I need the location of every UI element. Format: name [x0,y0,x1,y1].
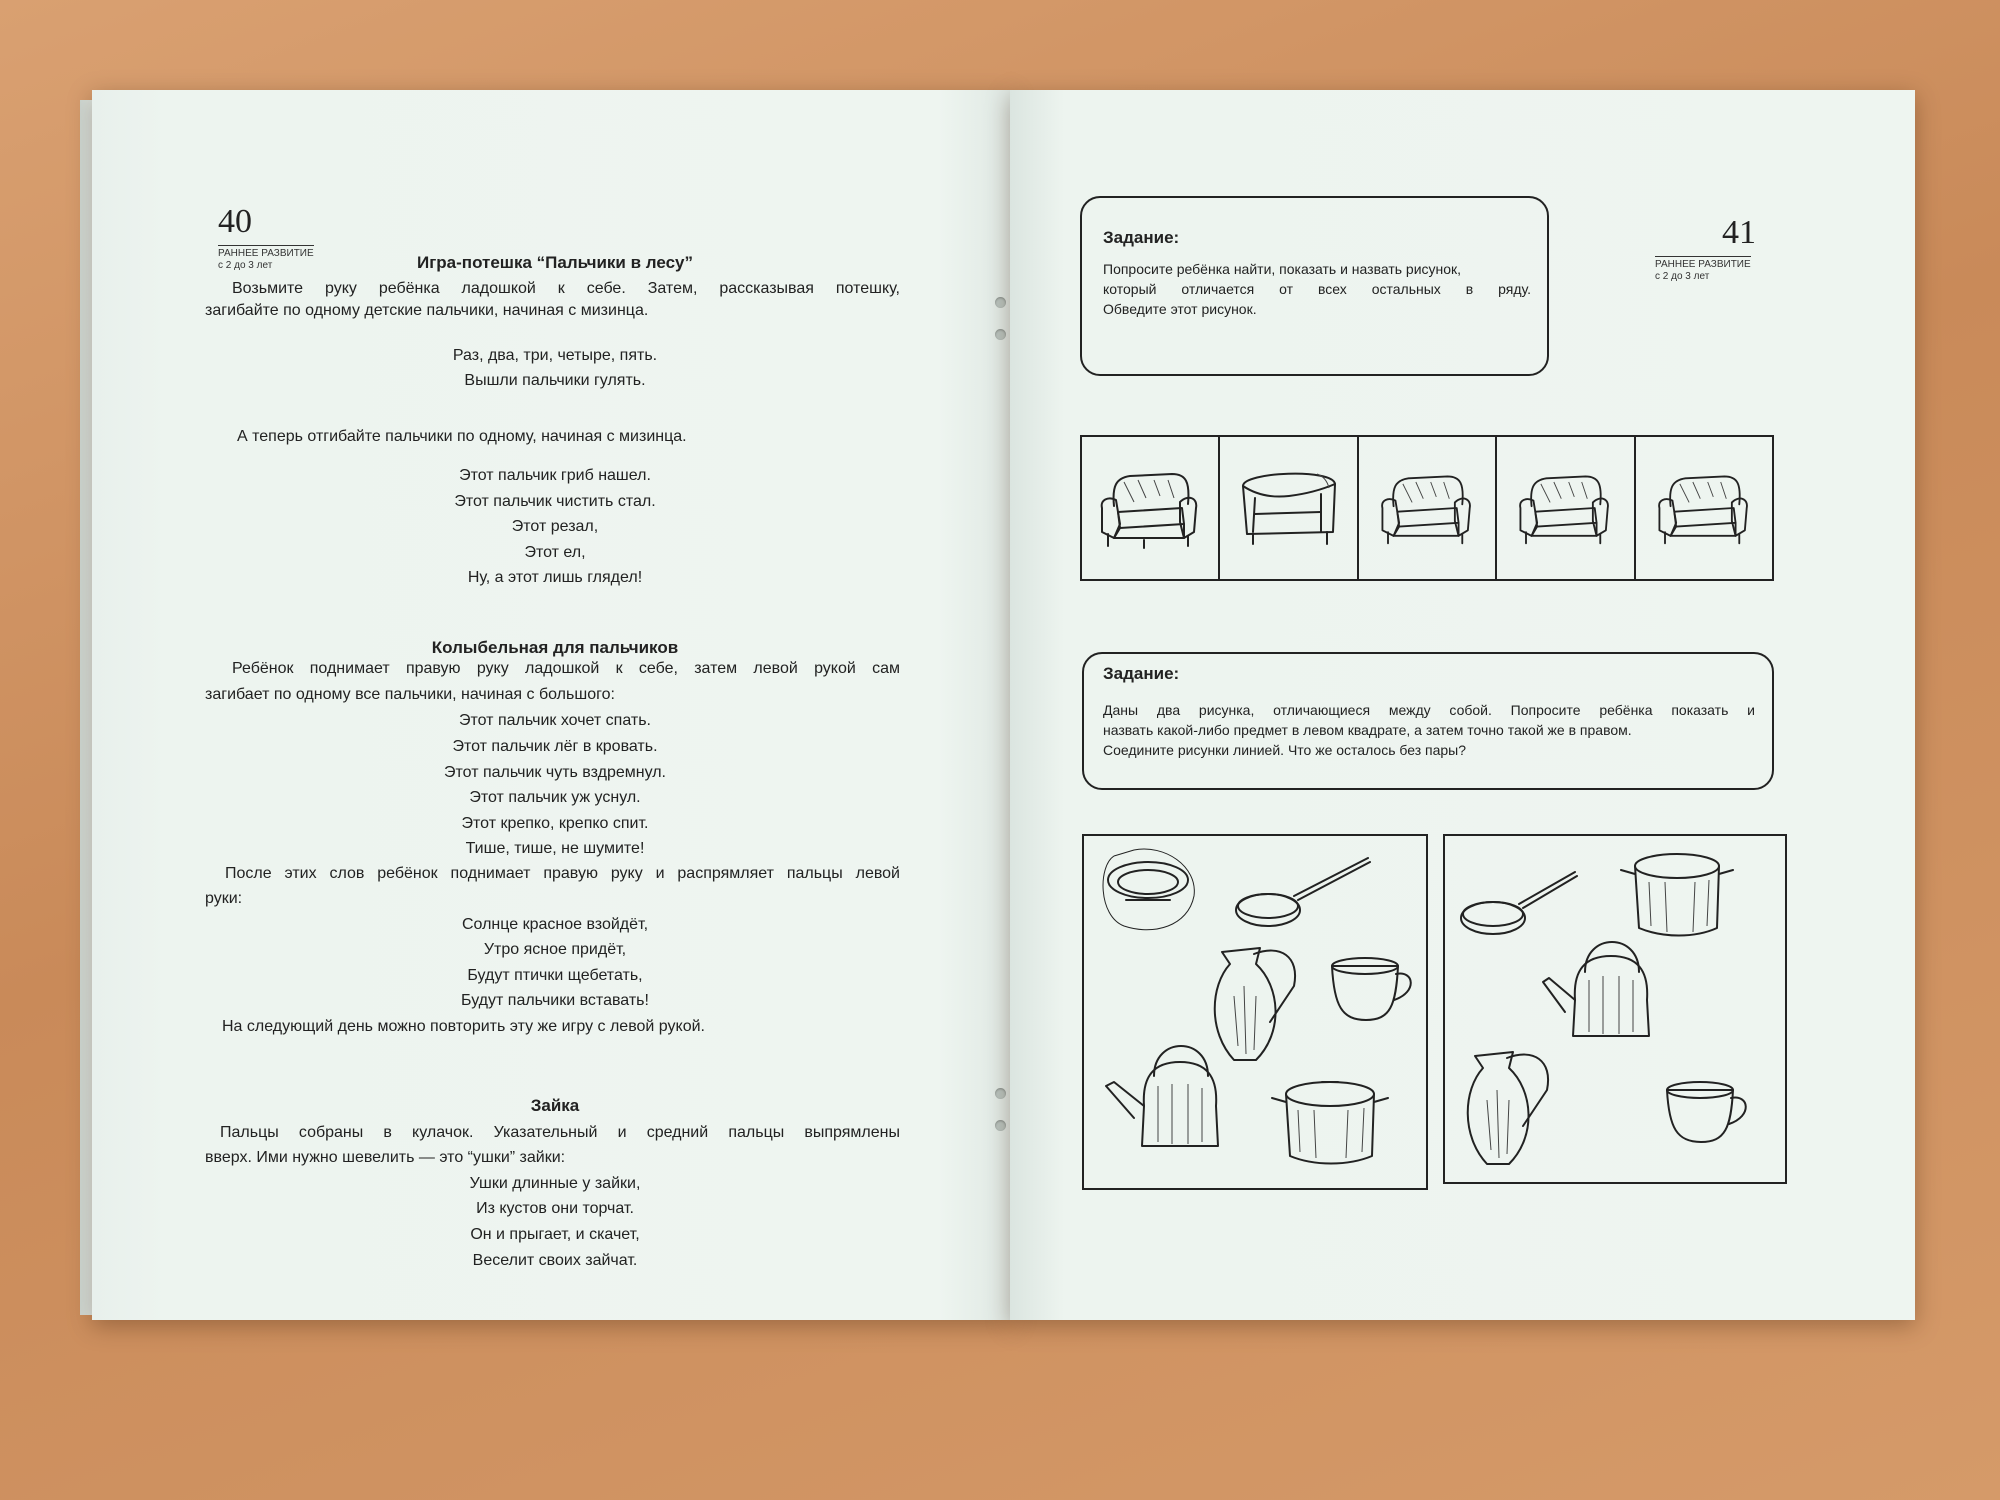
section2-verse1-line2: Этот пальчик лёг в кровать. [452,738,658,755]
frying-pan-icon [1236,858,1370,926]
binding-hole [995,1120,1006,1131]
section3-verse-line4: Веселит своих зайчат. [472,1252,638,1269]
right-picture-frame [1443,834,1787,1184]
section1-verse1-line2: Вышли пальчики гулять. [464,372,646,389]
pot-icon [1272,1082,1388,1164]
section2-middle1: После этих слов ребёнок поднимает правую руку и распрямляет пальцы левой [225,865,900,882]
left-objects-illustration [1084,836,1426,1188]
right-tag-line2: с 2 до 3 лет [1655,271,1710,282]
section1-verse2-line2: Этот пальчик чистить стал. [454,493,656,510]
jug-icon [1215,948,1295,1060]
task1-line3: Обведите этот рисунок. [1103,301,1257,317]
kettle-icon [1106,1046,1218,1146]
section2-verse1-line3: Этот пальчик чуть вздремнул. [444,764,666,781]
plate-icon [1103,849,1194,930]
armchair-cell [1082,437,1220,579]
section1-verse2-line3: Этот резал, [511,518,599,535]
section1-intro1: Возьмите руку ребёнка ладошкой к себе. Затем, рассказывая потешку, [232,280,900,297]
section1-title: Игра-потешка “Пальчики в лесу” [417,253,693,272]
task1-line1: Попросите ребёнка найти, показать и назвать рисунок, [1103,261,1462,277]
section2-verse2-line2: Утро ясное придёт, [483,941,627,958]
jug-icon [1468,1052,1548,1164]
section1-intro2: загибайте по одному детские пальчики, начиная с мизинца. [205,302,649,319]
section1-instruction: А теперь отгибайте пальчики по одному, начиная с мизинца. [237,428,687,445]
left-tag-line1: РАННЕЕ РАЗВИТИЕ [218,248,314,259]
tub-chair-illustration [1233,462,1345,554]
right-page-number: 41 [1722,214,1756,251]
binding-hole [995,297,1006,308]
armchair-strip [1080,435,1774,581]
section1-verse2-line1: Этот пальчик гриб нашел. [459,467,651,484]
task2-text [1103,700,1755,760]
pot-icon [1621,854,1733,936]
section1-verse2-line4: Этот ел, [524,544,586,561]
left-page-number: 40 [218,203,252,240]
section2-verse2-line1: Солнце красное взойдёт, [461,916,649,933]
section2-verse2-line3: Будут птички щебетать, [467,967,643,984]
section2-verse1-line1: Этот пальчик хочет спать. [458,712,651,729]
section3-intro1: Пальцы собраны в кулачок. Указательный и средний пальцы выпрямлены [220,1124,900,1141]
cup-icon [1332,958,1411,1020]
frying-pan-icon [1461,872,1577,934]
right-objects-illustration [1445,836,1785,1182]
section1-verse1-line1: Раз, два, три, четыре, пять. [452,347,658,364]
task2-line3: Соедините рисунки линией. Что же осталось без пары? [1103,742,1467,758]
section3-verse-line3: Он и прыгает, и скачет, [470,1226,640,1243]
task1-line2: который отличается от всех остальных в ряду. [1103,281,1531,297]
section2-verse1-line4: Этот пальчик уж уснул. [469,789,641,806]
section2-outro: На следующий день можно повторить эту же игру с левой рукой. [222,1018,705,1035]
task1-text [1103,259,1531,319]
armchair-illustration [1375,465,1479,551]
section3-verse-line1: Ушки длинные у зайки, [469,1175,641,1192]
binding-hole [995,329,1006,340]
section2-title: Колыбельная для пальчиков [431,638,679,657]
section1-verse2-line5: Ну, а этот лишь глядел! [467,569,643,586]
task1-heading: Задание: [1103,228,1180,247]
right-tag-line1: РАННЕЕ РАЗВИТИЕ [1655,259,1751,270]
section3-intro2: вверх. Ими нужно шевелить — это “ушки” зайки: [205,1149,566,1166]
binding-hole [995,1088,1006,1099]
left-tag-line2: с 2 до 3 лет [218,260,273,271]
armchair-cell [1359,437,1497,579]
armchair-illustration [1094,462,1206,554]
section3-verse-line2: Из кустов они торчат. [476,1200,634,1217]
armchair-illustration [1652,465,1756,551]
left-page-tag [218,245,314,272]
section2-intro1: Ребёнок поднимает правую руку ладошкой к себе, затем левой рукой сам [232,660,900,677]
right-page-tag [1655,256,1751,283]
section2-verse1-line5: Этот крепко, крепко спит. [461,815,649,832]
cup-icon [1667,1082,1746,1142]
left-picture-frame [1082,834,1428,1190]
section2-verse2-line4: Будут пальчики вставать! [461,992,649,1009]
kettle-icon [1543,942,1649,1036]
section2-intro2: загибает по одному все пальчики, начиная с большого: [205,686,615,703]
armchair-cell [1497,437,1635,579]
task2-heading: Задание: [1103,664,1180,683]
section2-middle2: руки: [205,890,243,907]
section2-verse1-line6: Тише, тише, не шумите! [465,840,645,857]
armchair-cell [1220,437,1358,579]
section3-title: Зайка [530,1096,580,1115]
armchair-illustration [1513,465,1617,551]
task2-line2: назвать какой-либо предмет в левом квадрате, а затем точно такой же в правом. [1103,722,1632,738]
armchair-cell [1636,437,1772,579]
task2-line1: Даны два рисунка, отличающиеся между собой. Попросите ребёнка показать и [1103,702,1755,718]
